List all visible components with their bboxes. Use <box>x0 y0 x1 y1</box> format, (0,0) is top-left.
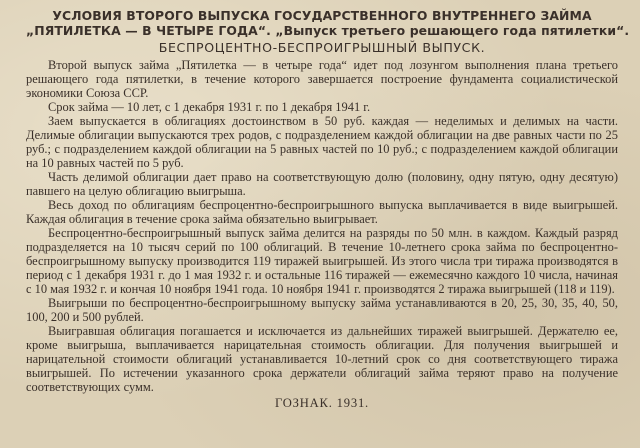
terms-body <box>26 58 618 394</box>
paragraph-intro: Второй выпуск займа „Пятилетка — в четыре года“ идет под лозунгом выполнения плана третьего решающего года пятилетки, в течение которого завершается построение фундамента социалистической экономики Союза ССР. <box>26 58 618 100</box>
issue-type-heading: БЕСПРОЦЕНТНО-БЕСПРОИГРЫШНЫЙ ВЫПУСК. <box>158 40 486 55</box>
paragraph-draws: Беспроцентно-беспроигрышный выпуск займа делится на разряды по 50 млн. в каждом. Каждый разряд подразделяется на 10 тысяч серий по 100 облигаций. В течение 10-летнего срока займа по беспроцентно-беспроигрышному выпуску производится 119 тиражей выигрышей. Из этого числа три тиража производятся в период с 1 декабря 1931 г. до 1 мая 1932 г. и остальные 116 тиражей — ежемесячно каждого 10 числа, начиная с 10 мая 1932 г. и кончая 10 ноября 1941 года. 10 ноября 1941 г. производятся 2 тиража выигрышей (118 и 119). <box>26 226 618 296</box>
document-title-loan-name: „ПЯТИЛЕТКА — В ЧЕТЫРЕ ГОДА“. „Выпуск третьего решающего года пятилетки“. <box>26 23 630 38</box>
printer-imprint: ГОЗНАК. 1931. <box>275 396 369 410</box>
paragraph-part-rights: Часть делимой облигации дает право на соответствующую долю (половину, одну пятую, одну десятую) павшего на целую облигацию выигрыша. <box>26 170 618 198</box>
document-title: УСЛОВИЯ ВТОРОГО ВЫПУСКА ГОСУДАРСТВЕННОГО ВНУТРЕННЕГО ЗАЙМА <box>52 8 592 23</box>
paragraph-prizes: Выигрыши по беспроцентно-беспроигрышному выпуску займа устанавливаются в 20, 25, 30, 35, 40, 50, 100, 200 и 500 рублей. <box>26 296 618 324</box>
paragraph-redemption: Выигравшая облигация погашается и исключается из дальнейших тиражей выигрышей. Держателю ее, кроме выигрыша, выплачивается нарицательная стоимость облигации. Для получения выигрышей и нарицательной стоимости облигаций устанавливается 10-летний срок со дня соответствующего тиража выигрышей. По истечении указанного срока держатели облигаций займа теряют право на получение соответствующих сумм. <box>26 324 618 394</box>
paragraph-income: Весь доход по облигациям беспроцентно-беспроигрышного выпуска выплачивается в виде выигрышей. Каждая облигация в течение срока займа обязательно выигрывает. <box>26 198 618 226</box>
paragraph-term: Срок займа — 10 лет, с 1 декабря 1931 г. по 1 декабря 1941 г. <box>48 100 371 114</box>
paragraph-denominations: Заем выпускается в облигациях достоинством в 50 руб. каждая — неделимых и делимых на части. Делимые облигации выпускаются трех родов, с подразделением каждой облигации на две равных части по 25 руб.; с подразделением каждой облигации на 5 равных частей по 10 руб.; с подразделением каждой облигации на 10 равных частей по 5 руб. <box>26 114 618 170</box>
